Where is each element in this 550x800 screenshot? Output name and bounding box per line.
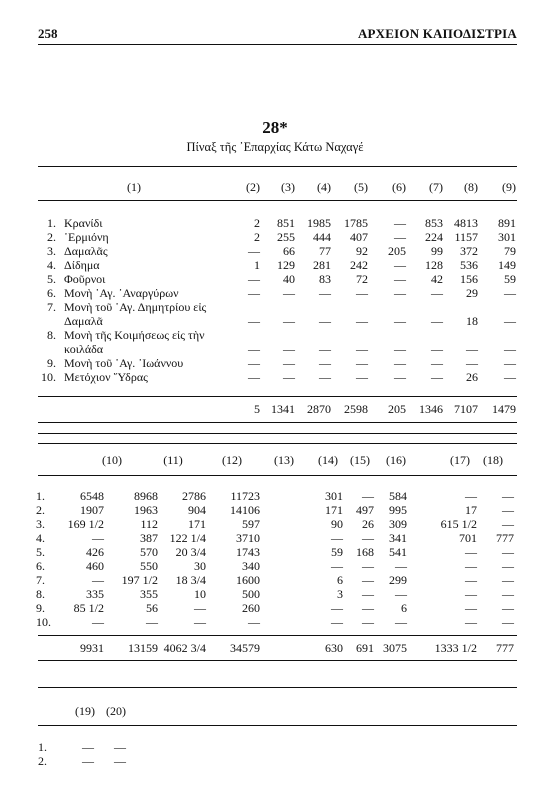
table2-cell: — [362, 531, 374, 545]
table2-cell: 56 [146, 601, 158, 615]
document-number: 28* [262, 118, 288, 137]
table1-cell: 72 [356, 272, 368, 286]
table2-cell: — [395, 615, 407, 629]
table2-cell: — [465, 587, 477, 601]
table1-cell: 407 [350, 230, 368, 244]
table3-cell: — [114, 754, 126, 768]
table1-cell: 18 [466, 314, 478, 328]
table2-cell: — [465, 489, 477, 503]
table2-cell: 995 [389, 503, 407, 517]
table1-row-number: 8. [47, 328, 56, 342]
table2-cell: — [92, 531, 104, 545]
table2-cell: — [395, 559, 407, 573]
table1-row-number: 3. [47, 244, 56, 258]
table2-total-cell: 691 [356, 641, 374, 655]
table2-cell: 597 [242, 517, 260, 531]
table2-cell: 6548 [80, 489, 104, 503]
table1-header-col2: (2) [246, 180, 260, 194]
table2-cell: 335 [86, 587, 104, 601]
table2-cell: — [465, 559, 477, 573]
table1-cell: — [504, 342, 516, 356]
table2-cell: — [502, 489, 514, 503]
table2-header-col13: (13) [274, 453, 294, 467]
table1-cell: — [283, 356, 295, 370]
table1-cell: 2 [254, 230, 260, 244]
table2-cell: 20 3/4 [175, 545, 206, 559]
table1-cell: — [504, 286, 516, 300]
table1-cell: 891 [498, 216, 516, 230]
table2-cell: 3 [337, 587, 343, 601]
table1-cell: 372 [460, 244, 478, 258]
table2-cell: 615 1/2 [440, 517, 477, 531]
table2-header-col10: (10) [102, 453, 122, 467]
table1-header-col5: (5) [354, 180, 368, 194]
table2-row-number: 3. [36, 517, 45, 531]
table1-cell: 242 [350, 258, 368, 272]
table2-cell: — [502, 545, 514, 559]
table3-header-col20: (20) [106, 704, 126, 718]
table1-cell: 536 [460, 258, 478, 272]
table2-cell: 550 [140, 559, 158, 573]
table3-cell: — [82, 754, 94, 768]
table2-bottom-rule [38, 660, 517, 661]
table2-row-number: 9. [36, 601, 45, 615]
table1-total-cell: 1341 [271, 402, 295, 416]
table2-cell: 112 [140, 517, 158, 531]
table1-cell: — [248, 342, 260, 356]
table2-cell: 17 [465, 503, 477, 517]
table2-cell: — [362, 587, 374, 601]
table1-cell: 128 [425, 258, 443, 272]
table2-row-number: 7. [36, 573, 45, 587]
table1-header-col7: (7) [429, 180, 443, 194]
table1-cell: 66 [283, 244, 295, 258]
table2-cell: 197 1/2 [121, 573, 158, 587]
table1-header-col4: (4) [317, 180, 331, 194]
table1-header-col9: (9) [502, 180, 516, 194]
table1-cell: — [504, 356, 516, 370]
table1-cell: — [283, 286, 295, 300]
table1-row-label: Δίδημα [64, 258, 100, 272]
table2-cell: — [465, 573, 477, 587]
table1-cell: — [504, 314, 516, 328]
table1-row-number: 2. [47, 230, 56, 244]
table1-header-rule [38, 200, 517, 201]
table2-cell: — [194, 615, 206, 629]
table1-cell: 77 [319, 244, 331, 258]
table2-header-col18: (18) [483, 453, 503, 467]
table2-cell: 85 1/2 [73, 601, 104, 615]
table1-cell: 40 [283, 272, 295, 286]
table2-cell: 14106 [230, 503, 260, 517]
table2-cell: 59 [331, 545, 343, 559]
table2-cell: 3710 [236, 531, 260, 545]
table1-cell: — [394, 356, 406, 370]
table2-cell: — [194, 601, 206, 615]
table2-total-cell: 9931 [80, 641, 104, 655]
table1-cell: 99 [431, 244, 443, 258]
table2-cell: 777 [496, 531, 514, 545]
table1-row-number: 10. [41, 370, 56, 384]
table1-cell: — [431, 314, 443, 328]
table2-cell: 26 [362, 517, 374, 531]
table2-cell: 260 [242, 601, 260, 615]
table1-row-label: Δαμαλᾶ [64, 314, 103, 328]
table2-cell: 11723 [230, 489, 260, 503]
table2-cell: — [248, 615, 260, 629]
table1-bottom-rule-2 [38, 433, 517, 434]
table3-cell: — [82, 740, 94, 754]
table1-cell: 156 [460, 272, 478, 286]
table1-totals-rule [38, 396, 517, 397]
table1-cell: 4813 [454, 216, 478, 230]
table2-cell: 340 [242, 559, 260, 573]
table2-cell: 122 1/4 [169, 531, 206, 545]
table1-cell: 42 [431, 272, 443, 286]
table1-row-label: Κρανίδι [64, 216, 103, 230]
table1-cell: 853 [425, 216, 443, 230]
table1-total-cell: 2870 [307, 402, 331, 416]
table1-total-cell: 1346 [419, 402, 443, 416]
table2-cell: — [395, 587, 407, 601]
table1-cell: 281 [313, 258, 331, 272]
table1-cell: — [319, 342, 331, 356]
table2-total-cell: 34579 [230, 641, 260, 655]
table1-cell: — [356, 370, 368, 384]
table1-total-cell: 5 [254, 402, 260, 416]
table1-total-cell: 205 [388, 402, 406, 416]
table2-cell: 1743 [236, 545, 260, 559]
table1-row-label: ῾Ερμιόνη [64, 230, 109, 244]
table1-cell: 26 [466, 370, 478, 384]
table1-cell: 1 [254, 258, 260, 272]
table1-cell: — [283, 370, 295, 384]
table2-cell: 387 [140, 531, 158, 545]
table1-cell: — [394, 230, 406, 244]
table1-row-label: Μονὴ τοῦ ῾Αγ. Δημητρίου εἰς [64, 300, 207, 314]
table2-cell: 90 [331, 517, 343, 531]
table2-cell: — [465, 601, 477, 615]
table2-cell: — [362, 573, 374, 587]
table1-header-col3: (3) [281, 180, 295, 194]
table1-header-col1: (1) [127, 180, 141, 194]
table1-row-label: Μονὴ τοῦ ῾Αγ. ᾿Ιωάννου [64, 356, 184, 370]
table1-row-label: Μετόχιον ῞Υδρας [64, 370, 148, 384]
table2-cell: 355 [140, 587, 158, 601]
table1-cell: 1785 [344, 216, 368, 230]
table2-cell: 1907 [80, 503, 104, 517]
table2-cell: — [362, 601, 374, 615]
table1-cell: 29 [466, 286, 478, 300]
table2-cell: 426 [86, 545, 104, 559]
table1-total-cell: 7107 [454, 402, 478, 416]
table1-cell: — [319, 356, 331, 370]
table2-cell: 341 [389, 531, 407, 545]
table2-row-number: 10. [36, 615, 51, 629]
table1-cell: — [394, 370, 406, 384]
table1-cell: — [431, 356, 443, 370]
table1-row-label: Μονὴ ῾Αγ. ᾿Αναργύρων [64, 286, 179, 300]
table1-cell: 224 [425, 230, 443, 244]
table1-cell: 149 [498, 258, 516, 272]
table1-cell: 83 [319, 272, 331, 286]
table2-row-number: 8. [36, 587, 45, 601]
table1-total-cell: 2598 [344, 402, 368, 416]
table2-cell: — [502, 573, 514, 587]
table2-cell: 701 [459, 531, 477, 545]
table2-cell: 301 [325, 489, 343, 503]
table2-header-col15: (15) [350, 453, 370, 467]
table2-cell: 168 [356, 545, 374, 559]
table1-cell: — [356, 286, 368, 300]
page-number: 258 [38, 26, 58, 41]
table-title: Πίναξ τῆς ᾿Επαρχίας Κάτω Ναχαγέ [186, 140, 364, 154]
table2-cell: — [502, 601, 514, 615]
table2-row-number: 1. [36, 489, 45, 503]
table1-cell: — [394, 216, 406, 230]
table1-row-label: Μονὴ τῆς Κοιμήσεως εἰς τὴν [64, 328, 205, 342]
table2-cell: 1963 [134, 503, 158, 517]
table1-header-col8: (8) [464, 180, 478, 194]
table3-header-col19: (19) [75, 704, 95, 718]
table1-cell: 2 [254, 216, 260, 230]
table2-cell: 309 [389, 517, 407, 531]
table1-cell: — [248, 356, 260, 370]
table2-cell: 6 [401, 601, 407, 615]
table1-cell: — [319, 286, 331, 300]
table2-cell: — [502, 615, 514, 629]
table2-cell: — [331, 615, 343, 629]
table1-cell: — [431, 286, 443, 300]
table1-cell: — [356, 314, 368, 328]
table1-cell: 1985 [307, 216, 331, 230]
table3-header-rule [38, 725, 517, 726]
table3-cell: — [114, 740, 126, 754]
table2-header-col12: (12) [222, 453, 242, 467]
table2-cell: — [146, 615, 158, 629]
table2-header-col17: (17) [450, 453, 470, 467]
table1-cell: — [319, 370, 331, 384]
table2-row-number: 5. [36, 545, 45, 559]
table1-cell: 92 [356, 244, 368, 258]
table2-cell: 169 1/2 [67, 517, 104, 531]
table1-total-cell: 1479 [492, 402, 516, 416]
table2-header-col11: (11) [163, 453, 183, 467]
table2-cell: — [331, 531, 343, 545]
table2-row-number: 6. [36, 559, 45, 573]
table2-header-col16: (16) [386, 453, 406, 467]
table1-cell: — [283, 314, 295, 328]
table1-cell: — [394, 272, 406, 286]
table2-cell: — [331, 601, 343, 615]
table2-cell: 570 [140, 545, 158, 559]
table1-cell: — [248, 370, 260, 384]
table1-cell: 444 [313, 230, 331, 244]
table1-cell: — [431, 370, 443, 384]
table1-cell: — [248, 272, 260, 286]
table1-bottom-rule [38, 422, 517, 423]
table2-total-cell: 4062 3/4 [163, 641, 206, 655]
table2-cell: — [502, 503, 514, 517]
table1-cell: 1157 [454, 230, 478, 244]
table2-header-rule [38, 475, 517, 476]
running-header: ΑΡΧΕΙΟΝ ΚΑΠΟΔΙΣΤΡΙΑ [357, 26, 517, 41]
table2-cell: — [92, 573, 104, 587]
table1-cell: — [466, 356, 478, 370]
table1-row-number: 4. [47, 258, 56, 272]
table2-cell: — [362, 559, 374, 573]
table1-cell: — [466, 342, 478, 356]
table1-top-rule [38, 166, 517, 167]
table2-cell: 171 [188, 517, 206, 531]
table1-cell: 59 [504, 272, 516, 286]
table2-cell: 2786 [182, 489, 206, 503]
table1-cell: — [394, 258, 406, 272]
table3-row-number: 2. [38, 754, 47, 768]
table2-cell: — [465, 615, 477, 629]
table2-cell: — [465, 545, 477, 559]
table1-cell: 851 [277, 216, 295, 230]
table1-cell: — [248, 314, 260, 328]
table1-row-number: 9. [47, 356, 56, 370]
table1-cell: — [394, 342, 406, 356]
table2-cell: — [331, 559, 343, 573]
table2-header-col14: (14) [318, 453, 338, 467]
table1-cell: 129 [277, 258, 295, 272]
table2-cell: 18 3/4 [175, 573, 206, 587]
table2-total-cell: 777 [496, 641, 514, 655]
table2-total-cell: 3075 [383, 641, 407, 655]
table2-cell: — [362, 489, 374, 503]
table1-cell: — [356, 342, 368, 356]
table2-cell: 299 [389, 573, 407, 587]
table2-total-cell: 630 [325, 641, 343, 655]
table2-cell: 1600 [236, 573, 260, 587]
table1-cell: — [248, 244, 260, 258]
table2-cell: — [502, 559, 514, 573]
table1-row-number: 6. [47, 286, 56, 300]
table1-row-label: κοιλάδα [64, 342, 104, 356]
table2-cell: — [502, 517, 514, 531]
header-rule [38, 44, 517, 45]
table2-row-number: 4. [36, 531, 45, 545]
table1-cell: — [394, 314, 406, 328]
table2-row-number: 2. [36, 503, 45, 517]
table1-cell: — [431, 342, 443, 356]
table1-header-col6: (6) [392, 180, 406, 194]
table1-row-number: 1. [47, 216, 56, 230]
table2-cell: — [362, 615, 374, 629]
table2-cell: 171 [325, 503, 343, 517]
table2-cell: 497 [356, 503, 374, 517]
table2-top-rule [38, 443, 517, 444]
table1-cell: 301 [498, 230, 516, 244]
table2-cell: 904 [188, 503, 206, 517]
table2-cell: 8968 [134, 489, 158, 503]
table1-cell: — [356, 356, 368, 370]
table2-total-cell: 13159 [128, 641, 158, 655]
table1-cell: — [394, 286, 406, 300]
table2-total-cell: 1333 1/2 [434, 641, 477, 655]
table1-row-label: Δαμαλᾶς [64, 244, 108, 258]
table2-bottom-rule-2 [38, 687, 517, 688]
table2-cell: 500 [242, 587, 260, 601]
table2-cell: — [92, 615, 104, 629]
table1-cell: 205 [388, 244, 406, 258]
table1-row-number: 5. [47, 272, 56, 286]
table1-cell: 255 [277, 230, 295, 244]
table1-row-number: 7. [47, 300, 56, 314]
table1-cell: — [319, 314, 331, 328]
table2-cell: 30 [194, 559, 206, 573]
table1-row-label: Φοῦρνοι [64, 272, 106, 286]
table1-cell: — [283, 342, 295, 356]
table2-cell: — [502, 587, 514, 601]
table1-cell: — [248, 286, 260, 300]
table3-row-number: 1. [38, 740, 47, 754]
table2-cell: 584 [389, 489, 407, 503]
table2-cell: 460 [86, 559, 104, 573]
table2-cell: 6 [337, 573, 343, 587]
table2-cell: 10 [194, 587, 206, 601]
table1-cell: — [504, 370, 516, 384]
table1-cell: 79 [504, 244, 516, 258]
table2-cell: 541 [389, 545, 407, 559]
table2-totals-rule [38, 635, 517, 636]
